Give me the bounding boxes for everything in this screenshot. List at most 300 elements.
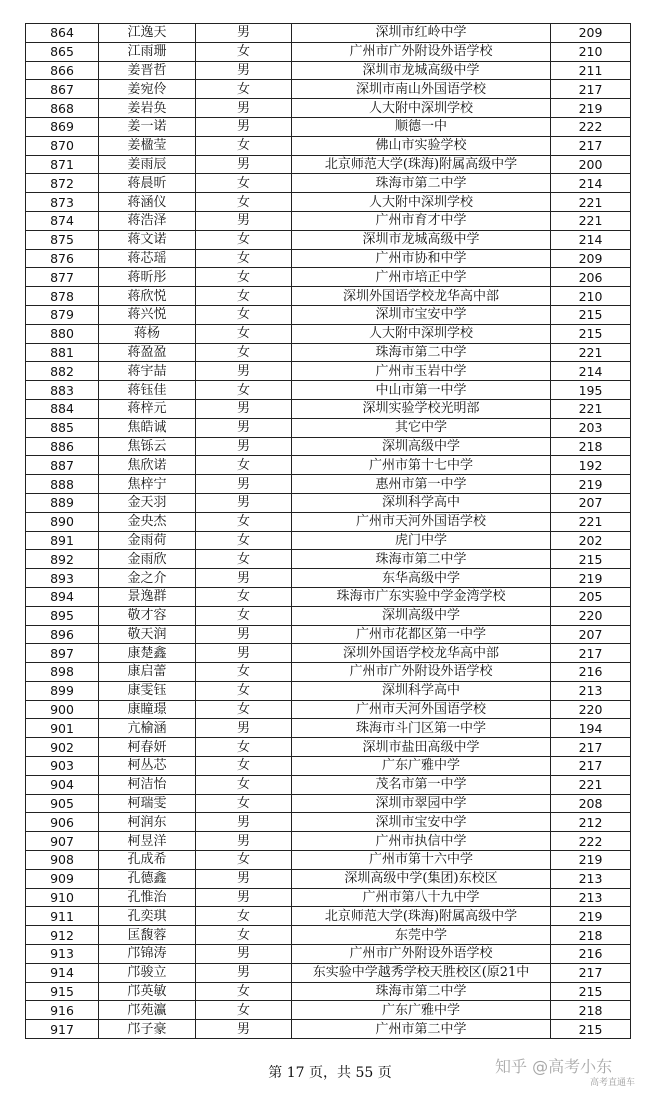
gender-cell: 男 [196,963,292,982]
table-row [26,738,631,757]
row-number-cell: 865 [26,42,99,61]
school-name-cell: 珠海市第二中学 [292,550,551,569]
table-row [26,305,631,324]
row-number-cell: 871 [26,155,99,174]
row-number-cell: 869 [26,117,99,136]
student-name-cell: 柯丛芯 [99,757,196,776]
row-number-cell: 888 [26,475,99,494]
gender-cell: 男 [196,719,292,738]
school-name-cell: 广州市玉岩中学 [292,362,551,381]
school-name-cell: 广州市执信中学 [292,832,551,851]
gender-cell: 男 [196,24,292,43]
table-row [26,512,631,531]
row-number-cell: 916 [26,1001,99,1020]
school-name-cell: 广州市培正中学 [292,268,551,287]
page-number-footer: 第 17 页，共 55 页 [268,1065,392,1081]
table-row [26,249,631,268]
school-name-cell: 广州市第十七中学 [292,456,551,475]
gender-cell: 男 [196,418,292,437]
score-cell: 221 [551,211,631,230]
table-row [26,569,631,588]
row-number-cell: 890 [26,512,99,531]
score-cell: 214 [551,174,631,193]
school-name-cell: 广州市天河外国语学校 [292,700,551,719]
student-name-cell: 蒋杨 [99,324,196,343]
student-name-cell: 邝锦涛 [99,945,196,964]
gender-cell: 女 [196,512,292,531]
score-cell: 217 [551,644,631,663]
row-number-cell: 901 [26,719,99,738]
row-number-cell: 868 [26,99,99,118]
table-row [26,681,631,700]
student-name-cell: 亢榆涵 [99,719,196,738]
student-name-cell: 蒋涵仪 [99,193,196,212]
score-cell: 221 [551,343,631,362]
school-name-cell: 广州市第十六中学 [292,851,551,870]
score-cell: 213 [551,888,631,907]
school-name-cell: 惠州市第一中学 [292,475,551,494]
student-name-cell: 蒋梓元 [99,399,196,418]
student-name-cell: 孔奕琪 [99,907,196,926]
row-number-cell: 906 [26,813,99,832]
row-number-cell: 875 [26,230,99,249]
score-cell: 215 [551,550,631,569]
watermark-subtext: 高考直通车 [590,1078,636,1088]
school-name-cell: 其它中学 [292,418,551,437]
score-cell: 219 [551,907,631,926]
gender-cell: 男 [196,569,292,588]
score-cell: 214 [551,230,631,249]
school-name-cell: 广州市天河外国语学校 [292,512,551,531]
table-row [26,644,631,663]
school-name-cell: 顺德一中 [292,117,551,136]
school-name-cell: 人大附中深圳学校 [292,99,551,118]
student-name-cell: 江逸天 [99,24,196,43]
score-cell: 212 [551,813,631,832]
student-name-cell: 敬天润 [99,625,196,644]
school-name-cell: 人大附中深圳学校 [292,324,551,343]
gender-cell: 女 [196,305,292,324]
gender-cell: 男 [196,813,292,832]
school-name-cell: 茂名市第一中学 [292,775,551,794]
zhihu-watermark: 知乎 @高考小东 [495,1057,613,1076]
score-cell: 194 [551,719,631,738]
table-row [26,80,631,99]
student-name-cell: 蒋盈盈 [99,343,196,362]
score-cell: 219 [551,569,631,588]
score-cell: 221 [551,512,631,531]
school-name-cell: 广东广雅中学 [292,1001,551,1020]
gender-cell: 女 [196,907,292,926]
gender-cell: 女 [196,550,292,569]
score-cell: 217 [551,136,631,155]
table-row [26,117,631,136]
gender-cell: 女 [196,926,292,945]
table-row [26,193,631,212]
table-row [26,230,631,249]
school-name-cell: 中山市第一中学 [292,381,551,400]
gender-cell: 女 [196,230,292,249]
score-cell: 218 [551,926,631,945]
score-cell: 218 [551,1001,631,1020]
school-name-cell: 深圳实验学校光明部 [292,399,551,418]
student-name-cell: 金雨欣 [99,550,196,569]
school-name-cell: 深圳科学高中 [292,493,551,512]
row-number-cell: 892 [26,550,99,569]
score-cell: 208 [551,794,631,813]
score-cell: 209 [551,24,631,43]
gender-cell: 男 [196,945,292,964]
student-name-cell: 邝子豪 [99,1020,196,1039]
student-name-cell: 金之介 [99,569,196,588]
gender-cell: 女 [196,1001,292,1020]
student-name-cell: 姜雨辰 [99,155,196,174]
gender-cell: 男 [196,61,292,80]
table-row [26,794,631,813]
table-row [26,381,631,400]
row-number-cell: 912 [26,926,99,945]
table-row [26,907,631,926]
school-name-cell: 深圳市龙城高级中学 [292,230,551,249]
table-row [26,888,631,907]
row-number-cell: 910 [26,888,99,907]
student-name-cell: 金雨荷 [99,531,196,550]
school-name-cell: 深圳市宝安中学 [292,305,551,324]
gender-cell: 女 [196,80,292,99]
gender-cell: 女 [196,136,292,155]
student-name-cell: 蒋芯瑶 [99,249,196,268]
table-row [26,493,631,512]
score-cell: 205 [551,587,631,606]
row-number-cell: 911 [26,907,99,926]
table-row [26,869,631,888]
student-name-cell: 蒋文诺 [99,230,196,249]
score-cell: 220 [551,606,631,625]
school-name-cell: 广州市协和中学 [292,249,551,268]
student-name-cell: 姜楹莹 [99,136,196,155]
row-number-cell: 884 [26,399,99,418]
gender-cell: 女 [196,851,292,870]
score-cell: 213 [551,681,631,700]
table-row [26,136,631,155]
table-row [26,99,631,118]
school-name-cell: 东实验中学越秀学校天胜校区(原21中 [292,963,551,982]
table-row [26,1001,631,1020]
student-name-cell: 柯昱洋 [99,832,196,851]
gender-cell: 男 [196,99,292,118]
gender-cell: 女 [196,775,292,794]
table-row [26,531,631,550]
row-number-cell: 867 [26,80,99,99]
gender-cell: 女 [196,287,292,306]
school-name-cell: 广州市广外附设外语学校 [292,42,551,61]
row-number-cell: 908 [26,851,99,870]
gender-cell: 男 [196,493,292,512]
gender-cell: 女 [196,268,292,287]
school-name-cell: 广州市育才中学 [292,211,551,230]
student-name-cell: 孔成希 [99,851,196,870]
row-number-cell: 905 [26,794,99,813]
score-cell: 221 [551,193,631,212]
gender-cell: 女 [196,324,292,343]
score-cell: 211 [551,61,631,80]
school-name-cell: 人大附中深圳学校 [292,193,551,212]
score-cell: 215 [551,305,631,324]
row-number-cell: 870 [26,136,99,155]
row-number-cell: 891 [26,531,99,550]
student-name-cell: 焦欣诺 [99,456,196,475]
row-number-cell: 872 [26,174,99,193]
score-cell: 222 [551,117,631,136]
score-cell: 219 [551,475,631,494]
school-name-cell: 广州市第八十九中学 [292,888,551,907]
row-number-cell: 882 [26,362,99,381]
gender-cell: 女 [196,700,292,719]
student-name-cell: 康瞳璟 [99,700,196,719]
student-name-cell: 景逸群 [99,587,196,606]
student-name-cell: 柯洁怡 [99,775,196,794]
gender-cell: 男 [196,362,292,381]
score-cell: 215 [551,982,631,1001]
student-name-cell: 蒋兴悦 [99,305,196,324]
student-name-cell: 蒋昕彤 [99,268,196,287]
table-row [26,832,631,851]
row-number-cell: 876 [26,249,99,268]
student-name-cell: 敬才容 [99,606,196,625]
score-cell: 218 [551,437,631,456]
table-row [26,550,631,569]
table-row [26,606,631,625]
school-name-cell: 珠海市广东实验中学金湾学校 [292,587,551,606]
row-number-cell: 877 [26,268,99,287]
table-row [26,475,631,494]
score-cell: 214 [551,362,631,381]
table-row [26,24,631,43]
row-number-cell: 878 [26,287,99,306]
score-cell: 217 [551,757,631,776]
gender-cell: 男 [196,437,292,456]
school-name-cell: 深圳外国语学校龙华高中部 [292,644,551,663]
score-cell: 217 [551,963,631,982]
student-name-cell: 邝骏立 [99,963,196,982]
score-cell: 192 [551,456,631,475]
score-cell: 222 [551,832,631,851]
table-row [26,437,631,456]
row-number-cell: 889 [26,493,99,512]
gender-cell: 女 [196,343,292,362]
school-name-cell: 广州市广外附设外语学校 [292,663,551,682]
school-name-cell: 深圳高级中学 [292,606,551,625]
score-cell: 216 [551,663,631,682]
student-name-cell: 邝苑瀛 [99,1001,196,1020]
score-cell: 202 [551,531,631,550]
table-row [26,700,631,719]
gender-cell: 女 [196,663,292,682]
row-number-cell: 886 [26,437,99,456]
table-row [26,982,631,1001]
score-cell: 216 [551,945,631,964]
student-name-cell: 姜宛伶 [99,80,196,99]
score-cell: 203 [551,418,631,437]
score-cell: 221 [551,399,631,418]
table-row [26,1020,631,1039]
school-name-cell: 深圳市翠园中学 [292,794,551,813]
school-name-cell: 深圳市盐田高级中学 [292,738,551,757]
table-row [26,287,631,306]
gender-cell: 女 [196,42,292,61]
table-row [26,42,631,61]
school-name-cell: 深圳市宝安中学 [292,813,551,832]
student-name-cell: 姜晋哲 [99,61,196,80]
student-name-cell: 蒋晨昕 [99,174,196,193]
row-number-cell: 917 [26,1020,99,1039]
table-row [26,174,631,193]
score-cell: 217 [551,80,631,99]
gender-cell: 男 [196,644,292,663]
school-name-cell: 广州市花都区第一中学 [292,625,551,644]
gender-cell: 男 [196,888,292,907]
table-row [26,211,631,230]
table-row [26,945,631,964]
gender-cell: 男 [196,832,292,851]
gender-cell: 女 [196,738,292,757]
table-row [26,851,631,870]
school-name-cell: 北京师范大学(珠海)附属高级中学 [292,907,551,926]
student-name-cell: 康启蕾 [99,663,196,682]
table-row [26,155,631,174]
gender-cell: 女 [196,531,292,550]
table-row [26,813,631,832]
table-row [26,362,631,381]
row-number-cell: 887 [26,456,99,475]
gender-cell: 男 [196,1020,292,1039]
school-name-cell: 深圳市龙城高级中学 [292,61,551,80]
school-name-cell: 北京师范大学(珠海)附属高级中学 [292,155,551,174]
table-row [26,757,631,776]
row-number-cell: 880 [26,324,99,343]
gender-cell: 男 [196,211,292,230]
score-cell: 209 [551,249,631,268]
student-name-cell: 康楚鑫 [99,644,196,663]
row-number-cell: 914 [26,963,99,982]
gender-cell: 女 [196,249,292,268]
score-cell: 207 [551,625,631,644]
row-number-cell: 899 [26,681,99,700]
school-name-cell: 广州市广外附设外语学校 [292,945,551,964]
student-roster-table [25,23,631,1039]
row-number-cell: 900 [26,700,99,719]
school-name-cell: 珠海市第二中学 [292,982,551,1001]
score-cell: 221 [551,775,631,794]
gender-cell: 男 [196,625,292,644]
student-name-cell: 金天羽 [99,493,196,512]
student-name-cell: 焦皓诚 [99,418,196,437]
row-number-cell: 873 [26,193,99,212]
student-name-cell: 匡馥蓉 [99,926,196,945]
gender-cell: 女 [196,794,292,813]
school-name-cell: 广东广雅中学 [292,757,551,776]
score-cell: 213 [551,869,631,888]
gender-cell: 男 [196,117,292,136]
school-name-cell: 深圳市南山外国语学校 [292,80,551,99]
student-name-cell: 孔惟治 [99,888,196,907]
table-row [26,775,631,794]
roster-body [26,24,631,1039]
school-name-cell: 深圳高级中学(集团)东校区 [292,869,551,888]
score-cell: 219 [551,851,631,870]
score-cell: 206 [551,268,631,287]
gender-cell: 女 [196,587,292,606]
school-name-cell: 深圳外国语学校龙华高中部 [292,287,551,306]
school-name-cell: 珠海市斗门区第一中学 [292,719,551,738]
row-number-cell: 897 [26,644,99,663]
school-name-cell: 深圳科学高中 [292,681,551,700]
score-cell: 200 [551,155,631,174]
row-number-cell: 907 [26,832,99,851]
gender-cell: 女 [196,757,292,776]
row-number-cell: 903 [26,757,99,776]
student-name-cell: 姜一诺 [99,117,196,136]
row-number-cell: 893 [26,569,99,588]
school-name-cell: 东华高级中学 [292,569,551,588]
student-name-cell: 康雯钰 [99,681,196,700]
table-row [26,719,631,738]
student-name-cell: 焦梓宁 [99,475,196,494]
score-cell: 220 [551,700,631,719]
student-name-cell: 蒋宇喆 [99,362,196,381]
gender-cell: 女 [196,381,292,400]
row-number-cell: 879 [26,305,99,324]
row-number-cell: 915 [26,982,99,1001]
school-name-cell: 东莞中学 [292,926,551,945]
gender-cell: 女 [196,193,292,212]
student-name-cell: 焦铄云 [99,437,196,456]
gender-cell: 男 [196,399,292,418]
school-name-cell: 深圳市红岭中学 [292,24,551,43]
student-name-cell: 蒋钰佳 [99,381,196,400]
student-name-cell: 柯瑞雯 [99,794,196,813]
row-number-cell: 866 [26,61,99,80]
table-row [26,625,631,644]
row-number-cell: 913 [26,945,99,964]
table-row [26,926,631,945]
school-name-cell: 佛山市实验学校 [292,136,551,155]
table-row [26,963,631,982]
student-name-cell: 蒋浩泽 [99,211,196,230]
row-number-cell: 874 [26,211,99,230]
student-name-cell: 柯润东 [99,813,196,832]
row-number-cell: 864 [26,24,99,43]
gender-cell: 男 [196,869,292,888]
row-number-cell: 898 [26,663,99,682]
table-row [26,456,631,475]
student-name-cell: 蒋欣悦 [99,287,196,306]
score-cell: 219 [551,99,631,118]
gender-cell: 女 [196,606,292,625]
table-row [26,268,631,287]
score-cell: 215 [551,1020,631,1039]
table-row [26,418,631,437]
table-row [26,587,631,606]
school-name-cell: 珠海市第二中学 [292,343,551,362]
table-row [26,324,631,343]
gender-cell: 女 [196,982,292,1001]
row-number-cell: 883 [26,381,99,400]
row-number-cell: 895 [26,606,99,625]
row-number-cell: 904 [26,775,99,794]
score-cell: 210 [551,287,631,306]
row-number-cell: 896 [26,625,99,644]
